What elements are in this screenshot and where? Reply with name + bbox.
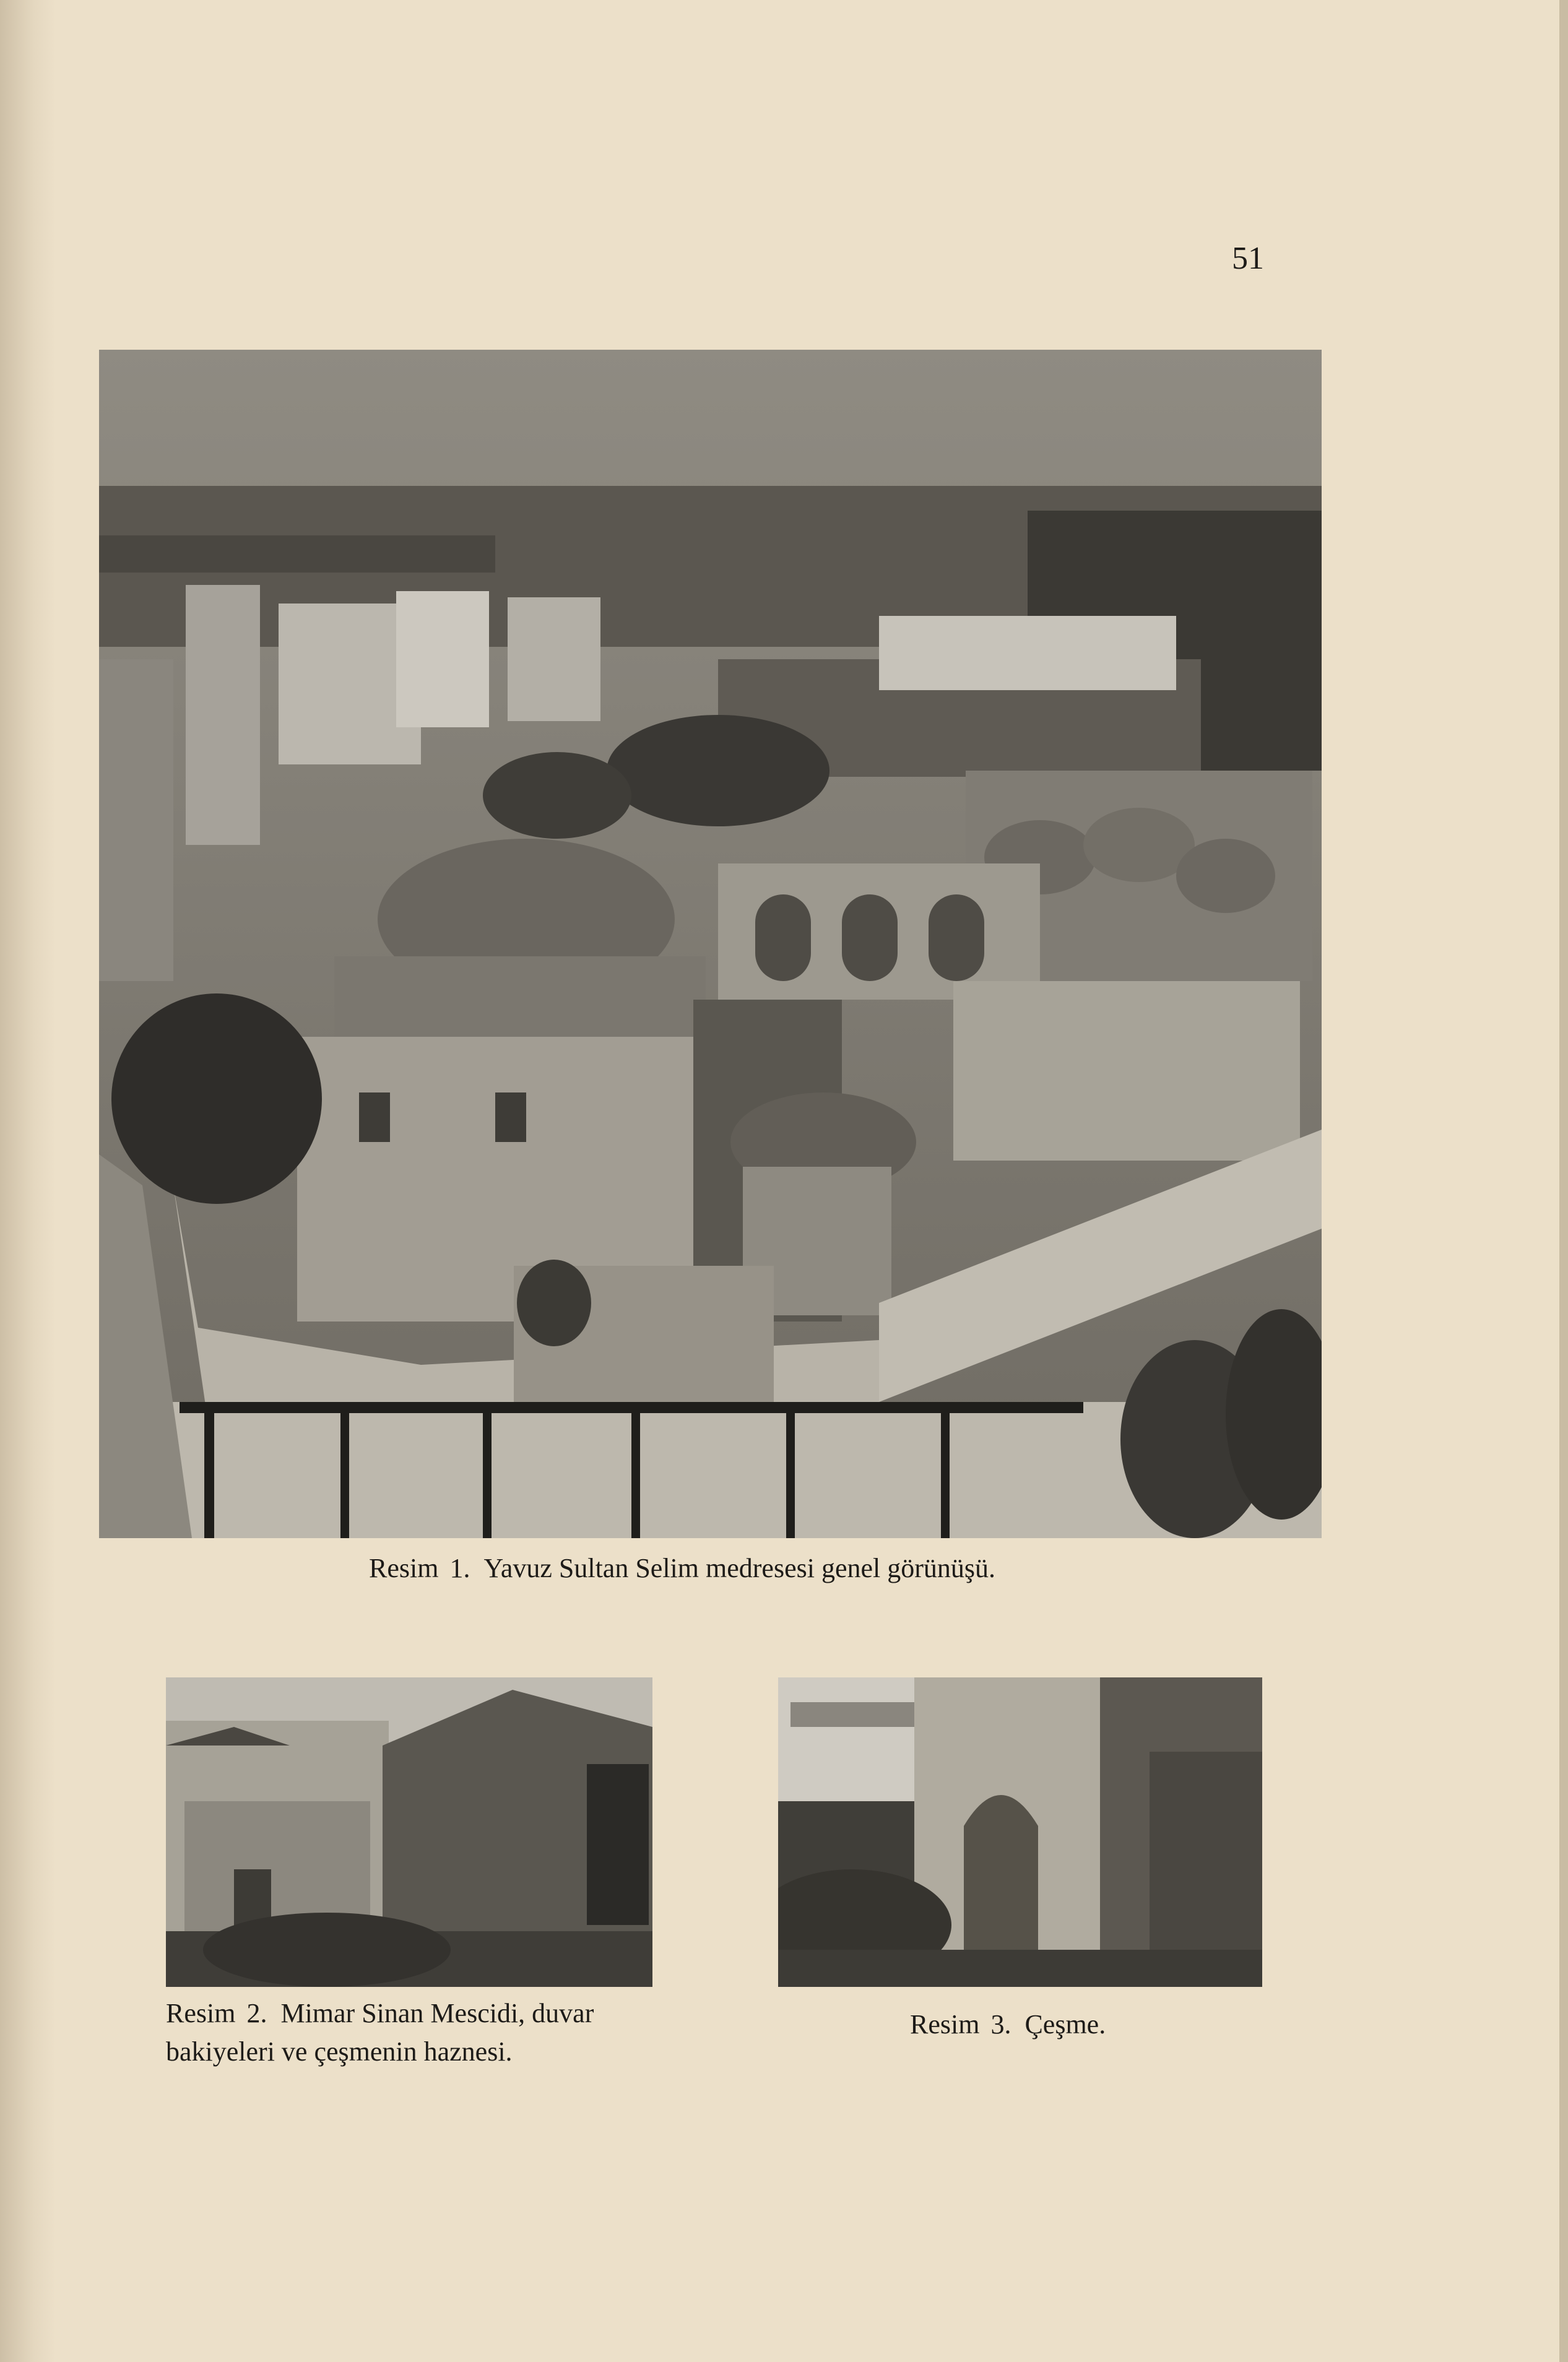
figure-3-photo: [778, 1677, 1262, 1987]
figure-3-number: 3.: [990, 2009, 1011, 2040]
figure-1-text: Yavuz Sultan Selim medresesi genel görünüşü.: [483, 1553, 995, 1583]
figure-1-number: 1.: [449, 1553, 470, 1583]
figure-1-photo: [99, 350, 1322, 1538]
figure-3-text: Çeşme.: [1024, 2009, 1106, 2040]
figure-2-caption: [166, 1994, 594, 2071]
figure-3-label: Resim: [910, 2009, 980, 2040]
page-edge: [1559, 0, 1568, 2362]
figure-2-text-line1: Mimar Sinan Mescidi, duvar: [280, 1998, 594, 2028]
figure-3-caption: [910, 2005, 1106, 2044]
figure-1-caption: [369, 1549, 995, 1588]
figure-2-photo: [166, 1677, 652, 1987]
figure-1-label: Resim: [369, 1553, 439, 1583]
photo-wall-ruins-icon: [166, 1677, 652, 1987]
figure-2-text-line2: bakiyeleri ve çeşmenin haznesi.: [166, 2036, 513, 2067]
figure-2-label: Resim: [166, 1998, 236, 2028]
figure-2-number: 2.: [246, 1998, 267, 2028]
page-gutter-shadow: [0, 0, 56, 2362]
photo-mosque-overview-icon: [99, 350, 1322, 1538]
page-number: 51: [1232, 241, 1264, 276]
photo-fountain-icon: [778, 1677, 1262, 1987]
